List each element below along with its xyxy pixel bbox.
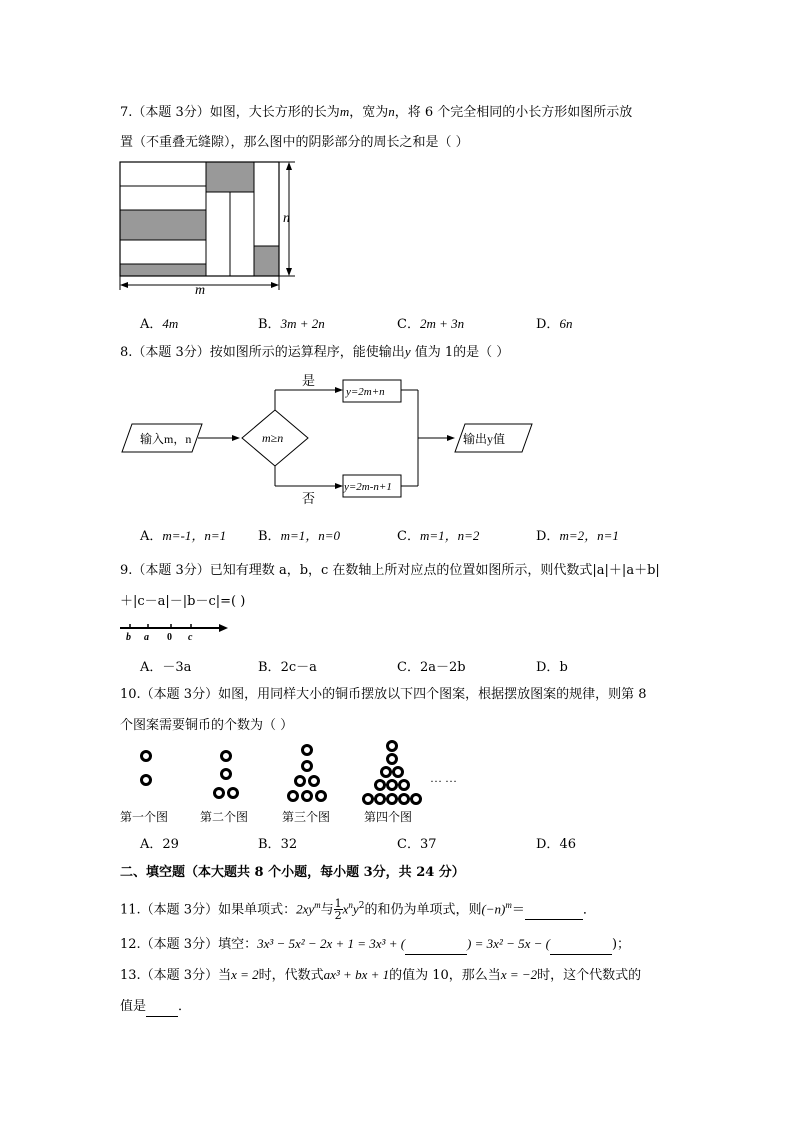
q10-option-d-value: 46	[559, 837, 576, 852]
q11-answer-blank[interactable]	[525, 901, 583, 920]
q9-option-a[interactable]	[140, 656, 191, 675]
q10-caption-2: 第二个图	[200, 810, 249, 824]
q10-line2: 个图案需要铜币的个数为（ ）	[120, 718, 294, 733]
q7-option-b[interactable]	[258, 313, 325, 332]
q8-option-b[interactable]	[258, 525, 340, 544]
q7-var-n: n	[388, 104, 395, 119]
q10-caption-3: 第三个图	[282, 810, 331, 824]
q11-tail: ．	[582, 902, 596, 918]
q8-option-a-label: A．	[140, 529, 163, 544]
q8-var-y: y	[404, 344, 411, 359]
q8-no-label: 否	[302, 491, 316, 506]
q8-text-b: 值为 1的是（ ）	[410, 345, 510, 360]
q8-top-box: y=2m+n	[346, 386, 385, 398]
q8-option-d-value: m=2，n=1	[559, 528, 619, 543]
q13-text-a: 13.（本题 3分）当	[120, 968, 232, 983]
q11-fraction	[334, 898, 343, 921]
q9-option-c[interactable]	[397, 656, 466, 675]
q9-line1: 9.（本题 3分）已知有理数 a，b，c 在数轴上所对应点的位置如图所示，则代数式|a|＋|a＋b|	[120, 563, 660, 578]
q7-option-d[interactable]	[536, 313, 572, 332]
q10-coin-patterns	[118, 740, 478, 810]
q9-option-d[interactable]	[536, 656, 568, 675]
q8-option-b-value: m=1，n=0	[280, 528, 340, 543]
q12-expression-1: 3x³ − 5x² − 2x + 1 = 3x³ + (	[257, 936, 406, 951]
q12-line	[120, 935, 630, 955]
q8-option-d-label: D．	[536, 529, 560, 544]
q11-eq: ＝	[511, 902, 525, 918]
q9-axis-b: b	[126, 632, 131, 642]
q8-bottom-box: y=2m-n+1	[344, 481, 392, 493]
q8-option-d[interactable]	[536, 525, 619, 544]
q10-option-a-label: A．	[140, 837, 163, 852]
q10-ellipsis: … …	[430, 771, 457, 785]
q10-option-c[interactable]	[397, 833, 437, 852]
q8-option-a-value: m=-1，n=1	[162, 528, 227, 543]
q8-output-box: 输出y值	[463, 432, 506, 446]
q13-polynomial: ax³ + bx + 1	[323, 967, 390, 982]
q9-option-c-label: C．	[397, 660, 420, 675]
q13-line2	[120, 998, 191, 1017]
q8-input-box: 输入m，n	[140, 432, 192, 446]
q7-fig-m-label: m	[195, 283, 206, 298]
q7-rectangle-figure	[115, 158, 305, 298]
q12-tail: )；	[611, 937, 631, 952]
q9-axis-0: 0	[167, 632, 172, 642]
q7-option-d-label: D．	[536, 317, 560, 332]
q13-text-d: 时，这个代数式的	[537, 968, 642, 983]
q11-monomial-2-y: y	[352, 901, 359, 917]
q10-option-d-label: D．	[536, 837, 560, 852]
q13-text-b: 时，代数式	[258, 968, 324, 983]
q10-option-d[interactable]	[536, 833, 576, 852]
q10-caption-4: 第四个图	[364, 810, 413, 824]
q9-option-d-label: D．	[536, 660, 560, 675]
q11-monomial-1: 2xy	[296, 901, 315, 917]
q13-x-eq-2: x = 2	[231, 967, 259, 982]
q12-answer-blank-1[interactable]	[405, 936, 467, 955]
q7-option-a[interactable]	[140, 313, 178, 332]
q13-line1	[120, 966, 641, 985]
q11-monomial-2: x	[342, 901, 349, 917]
q9-option-a-label: A．	[140, 660, 163, 675]
q8-text-a: 8.（本题 3分）按如图所示的运算程序，能使输出	[120, 345, 405, 360]
q7-option-d-value: 6n	[559, 316, 573, 331]
q8-option-c-value: m=1，n=2	[419, 528, 480, 543]
q9-axis-a: a	[144, 632, 149, 642]
q13-text-f: ．	[178, 999, 192, 1014]
q9-line2: ＋|c－a|－|b－c|=( )	[120, 594, 246, 609]
q11-line	[120, 896, 596, 921]
q9-option-b-value: 2c－a	[280, 660, 317, 675]
q8-yes-label: 是	[302, 373, 316, 388]
q7-option-a-value: 4m	[162, 316, 179, 331]
q8-line1	[120, 343, 509, 362]
q10-option-a-value: 29	[162, 837, 179, 852]
q8-option-c-label: C．	[397, 529, 420, 544]
q13-text-e: 值是	[120, 999, 147, 1014]
q9-option-b[interactable]	[258, 656, 317, 675]
q11-monomial-1-exp: m	[314, 900, 321, 910]
section-2-heading: 二、填空题（本大题共 8 个小题，每小题 3分，共 24 分）	[120, 865, 465, 880]
q11-frac-den: 2	[334, 909, 342, 923]
q7-line2: 置（不重叠无缝隙），那么图中的阴影部分的周长之和是（ ）	[120, 135, 469, 150]
q9-option-a-value: －3a	[162, 660, 192, 675]
q7-fig-n-label: n	[283, 211, 290, 226]
q7-option-c[interactable]	[397, 313, 464, 332]
q11-expression-exp: m	[505, 900, 512, 910]
q10-option-b-label: B．	[258, 837, 281, 852]
q12-prefix: 12.（本题 3分）填空：	[120, 937, 258, 952]
q7-text-b: ，宽为	[349, 105, 389, 120]
q10-caption-1: 第一个图	[120, 810, 169, 824]
q11-monomial-2-y-exp: 2	[358, 901, 365, 911]
q9-option-d-value: b	[559, 660, 568, 675]
q10-option-a[interactable]	[140, 833, 179, 852]
q12-answer-blank-2[interactable]	[550, 936, 612, 955]
q13-x-eq-m2: x = −2	[500, 967, 538, 982]
q11-with: 与	[320, 902, 334, 918]
q10-line1: 10.（本题 3分）如图，用同样大小的铜币摆放以下四个图案，根据摆放图案的规律，则第 8	[120, 687, 647, 702]
q9-number-line	[118, 618, 233, 642]
q7-option-a-label: A．	[140, 317, 163, 332]
q8-option-a[interactable]	[140, 525, 226, 544]
q9-option-c-value: 2a－2b	[419, 660, 466, 675]
q8-option-b-label: B．	[258, 529, 281, 544]
q7-option-c-label: C．	[397, 317, 420, 332]
q10-option-b-value: 32	[280, 837, 298, 852]
q7-option-b-label: B．	[258, 317, 281, 332]
q8-flowchart	[120, 368, 540, 508]
q11-prefix: 11.（本题 3分）如果单项式：	[120, 902, 297, 918]
q12-expression-2: ) = 3x² − 5x − (	[467, 936, 550, 951]
q13-text-c: 的值为 10，那么当	[389, 968, 501, 983]
q9-axis-c: c	[188, 632, 193, 642]
q11-monomial-2-exp: n	[348, 900, 353, 910]
q13-answer-blank[interactable]	[146, 998, 178, 1017]
q10-option-c-value: 37	[419, 837, 437, 852]
q9-option-b-label: B．	[258, 660, 281, 675]
q7-var-m: m	[339, 104, 350, 119]
q7-option-b-value: 3m + 2n	[280, 316, 325, 331]
q10-option-b[interactable]	[258, 833, 297, 852]
q7-text-a: 7.（本题 3分）如图，大长方形的长为	[120, 105, 340, 120]
q11-mid: 的和仍为单项式，则	[364, 902, 482, 918]
q11-frac-num: 1	[334, 897, 342, 911]
q7-line1	[120, 103, 632, 122]
q7-option-c-value: 2m + 3n	[419, 316, 465, 331]
q8-condition: m≥n	[262, 431, 284, 445]
q7-text-c: ，将 6 个完全相同的小长方形如图所示放	[394, 105, 633, 120]
q8-option-c[interactable]	[397, 525, 479, 544]
q10-option-c-label: C．	[397, 837, 420, 852]
q11-expression: (−n)	[481, 901, 506, 917]
